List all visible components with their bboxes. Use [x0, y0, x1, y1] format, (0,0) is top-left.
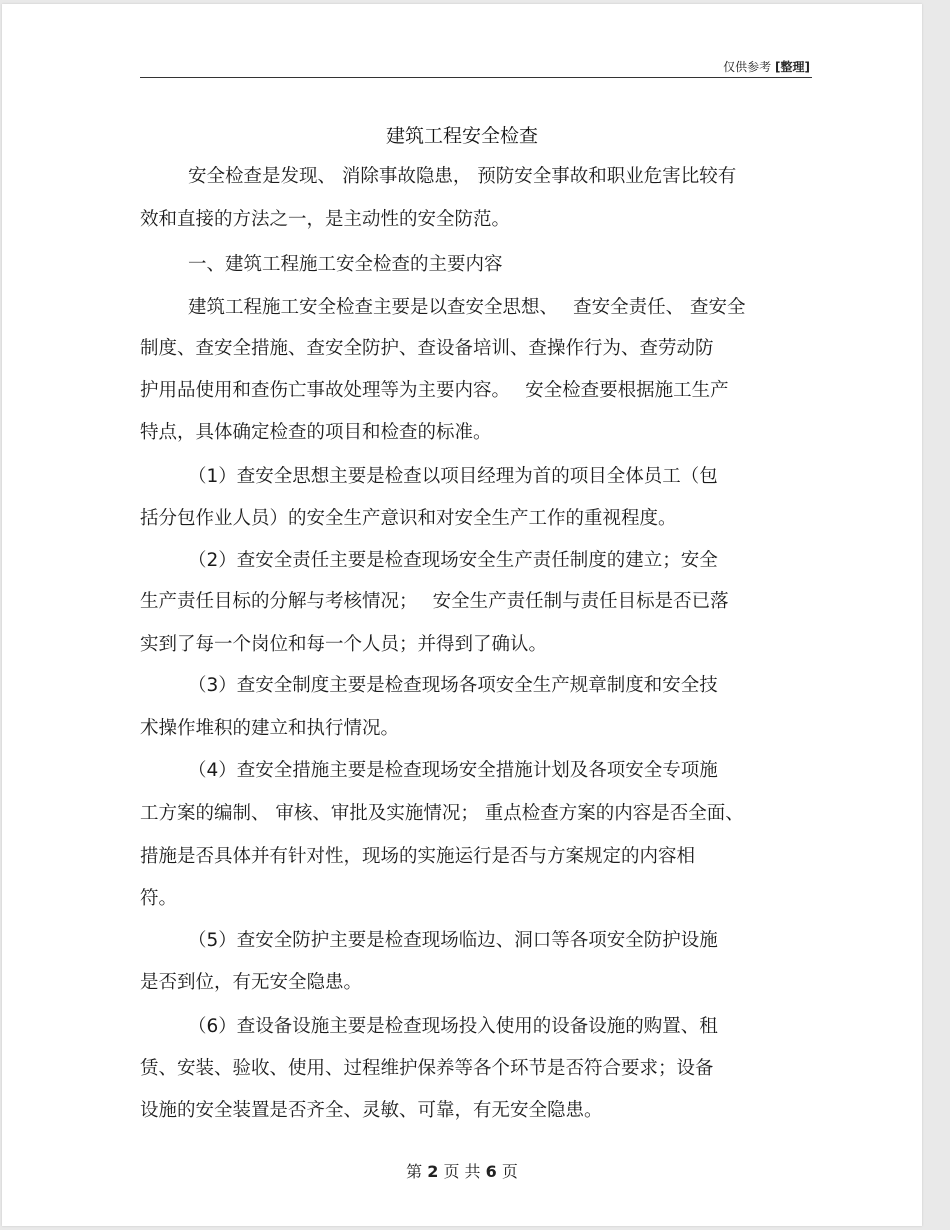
- list-item-line: 括分包作业人员）的安全生产意识和对安全生产工作的重视程度。: [140, 508, 677, 529]
- list-item-line: （2）查安全责任主要是检查现场安全生产责任制度的建立；安全: [188, 550, 718, 571]
- list-item-line: 符。: [140, 888, 178, 909]
- header-note-text: 仅供参考: [723, 60, 772, 74]
- list-item-line: （4）查安全措施主要是检查现场安全措施计划及各项安全专项施: [188, 760, 718, 781]
- list-item-line: 术操作堆积的建立和执行情况。: [140, 718, 400, 739]
- list-item-line: 措施是否具体并有针对性，现场的实施运行是否与方案规定的内容相: [140, 846, 696, 867]
- paragraph-line: 制度、查安全措施、查安全防护、查设备培训、查操作行为、查劳动防: [140, 338, 714, 359]
- current-page-number: 2: [427, 1162, 439, 1181]
- footer-prefix: 第: [406, 1162, 423, 1181]
- list-item-line: 是否到位，有无安全隐患。: [140, 972, 363, 993]
- list-item-line: 设施的安全装置是否齐全、灵敏、可靠，有无安全隐患。: [140, 1100, 603, 1121]
- paragraph-line: 效和直接的方法之一，是主动性的安全防范。: [140, 209, 511, 230]
- header-divider: [140, 77, 812, 78]
- list-item-line: （1）查安全思想主要是检查以项目经理为首的项目全体员工（包: [188, 466, 718, 487]
- list-item-line: 赁、安装、验收、使用、过程维护保养等各个环节是否符合要求；设备: [140, 1058, 714, 1079]
- page-footer: [2, 1159, 922, 1182]
- paragraph-line: 安全检查是发现、 消除事故隐患， 预防安全事故和职业危害比较有: [188, 166, 737, 187]
- section-heading: 一、建筑工程施工安全检查的主要内容: [188, 254, 503, 275]
- header-note: [723, 58, 810, 75]
- list-item-line: （6）查设备设施主要是检查现场投入使用的设备设施的购置、租: [188, 1016, 718, 1037]
- footer-suffix: 页: [501, 1162, 518, 1181]
- list-item-line: 实到了每一个岗位和每一个人员；并得到了确认。: [140, 634, 548, 655]
- paragraph-line: 护用品使用和查伤亡事故处理等为主要内容。 安全检查要根据施工生产: [140, 380, 729, 401]
- list-item-line: 生产责任目标的分解与考核情况； 安全生产责任制与责任目标是否已落: [140, 591, 729, 612]
- document-page: [2, 4, 922, 1226]
- header-note-tag: [整理]: [775, 60, 810, 74]
- footer-middle: 页 共: [443, 1162, 481, 1181]
- list-item-line: （5）查安全防护主要是检查现场临边、洞口等各项安全防护设施: [188, 930, 718, 951]
- paragraph-line: 特点，具体确定检查的项目和检查的标准。: [140, 422, 492, 443]
- list-item-line: 工方案的编制、 审核、审批及实施情况； 重点检查方案的内容是否全面、: [140, 803, 744, 824]
- paragraph-line: 建筑工程施工安全检查主要是以查安全思想、 查安全责任、 查安全: [188, 297, 746, 318]
- document-title: 建筑工程安全检查: [385, 125, 538, 147]
- list-item-line: （3）查安全制度主要是检查现场各项安全生产规章制度和安全技: [188, 675, 718, 696]
- total-pages-number: 6: [485, 1162, 497, 1181]
